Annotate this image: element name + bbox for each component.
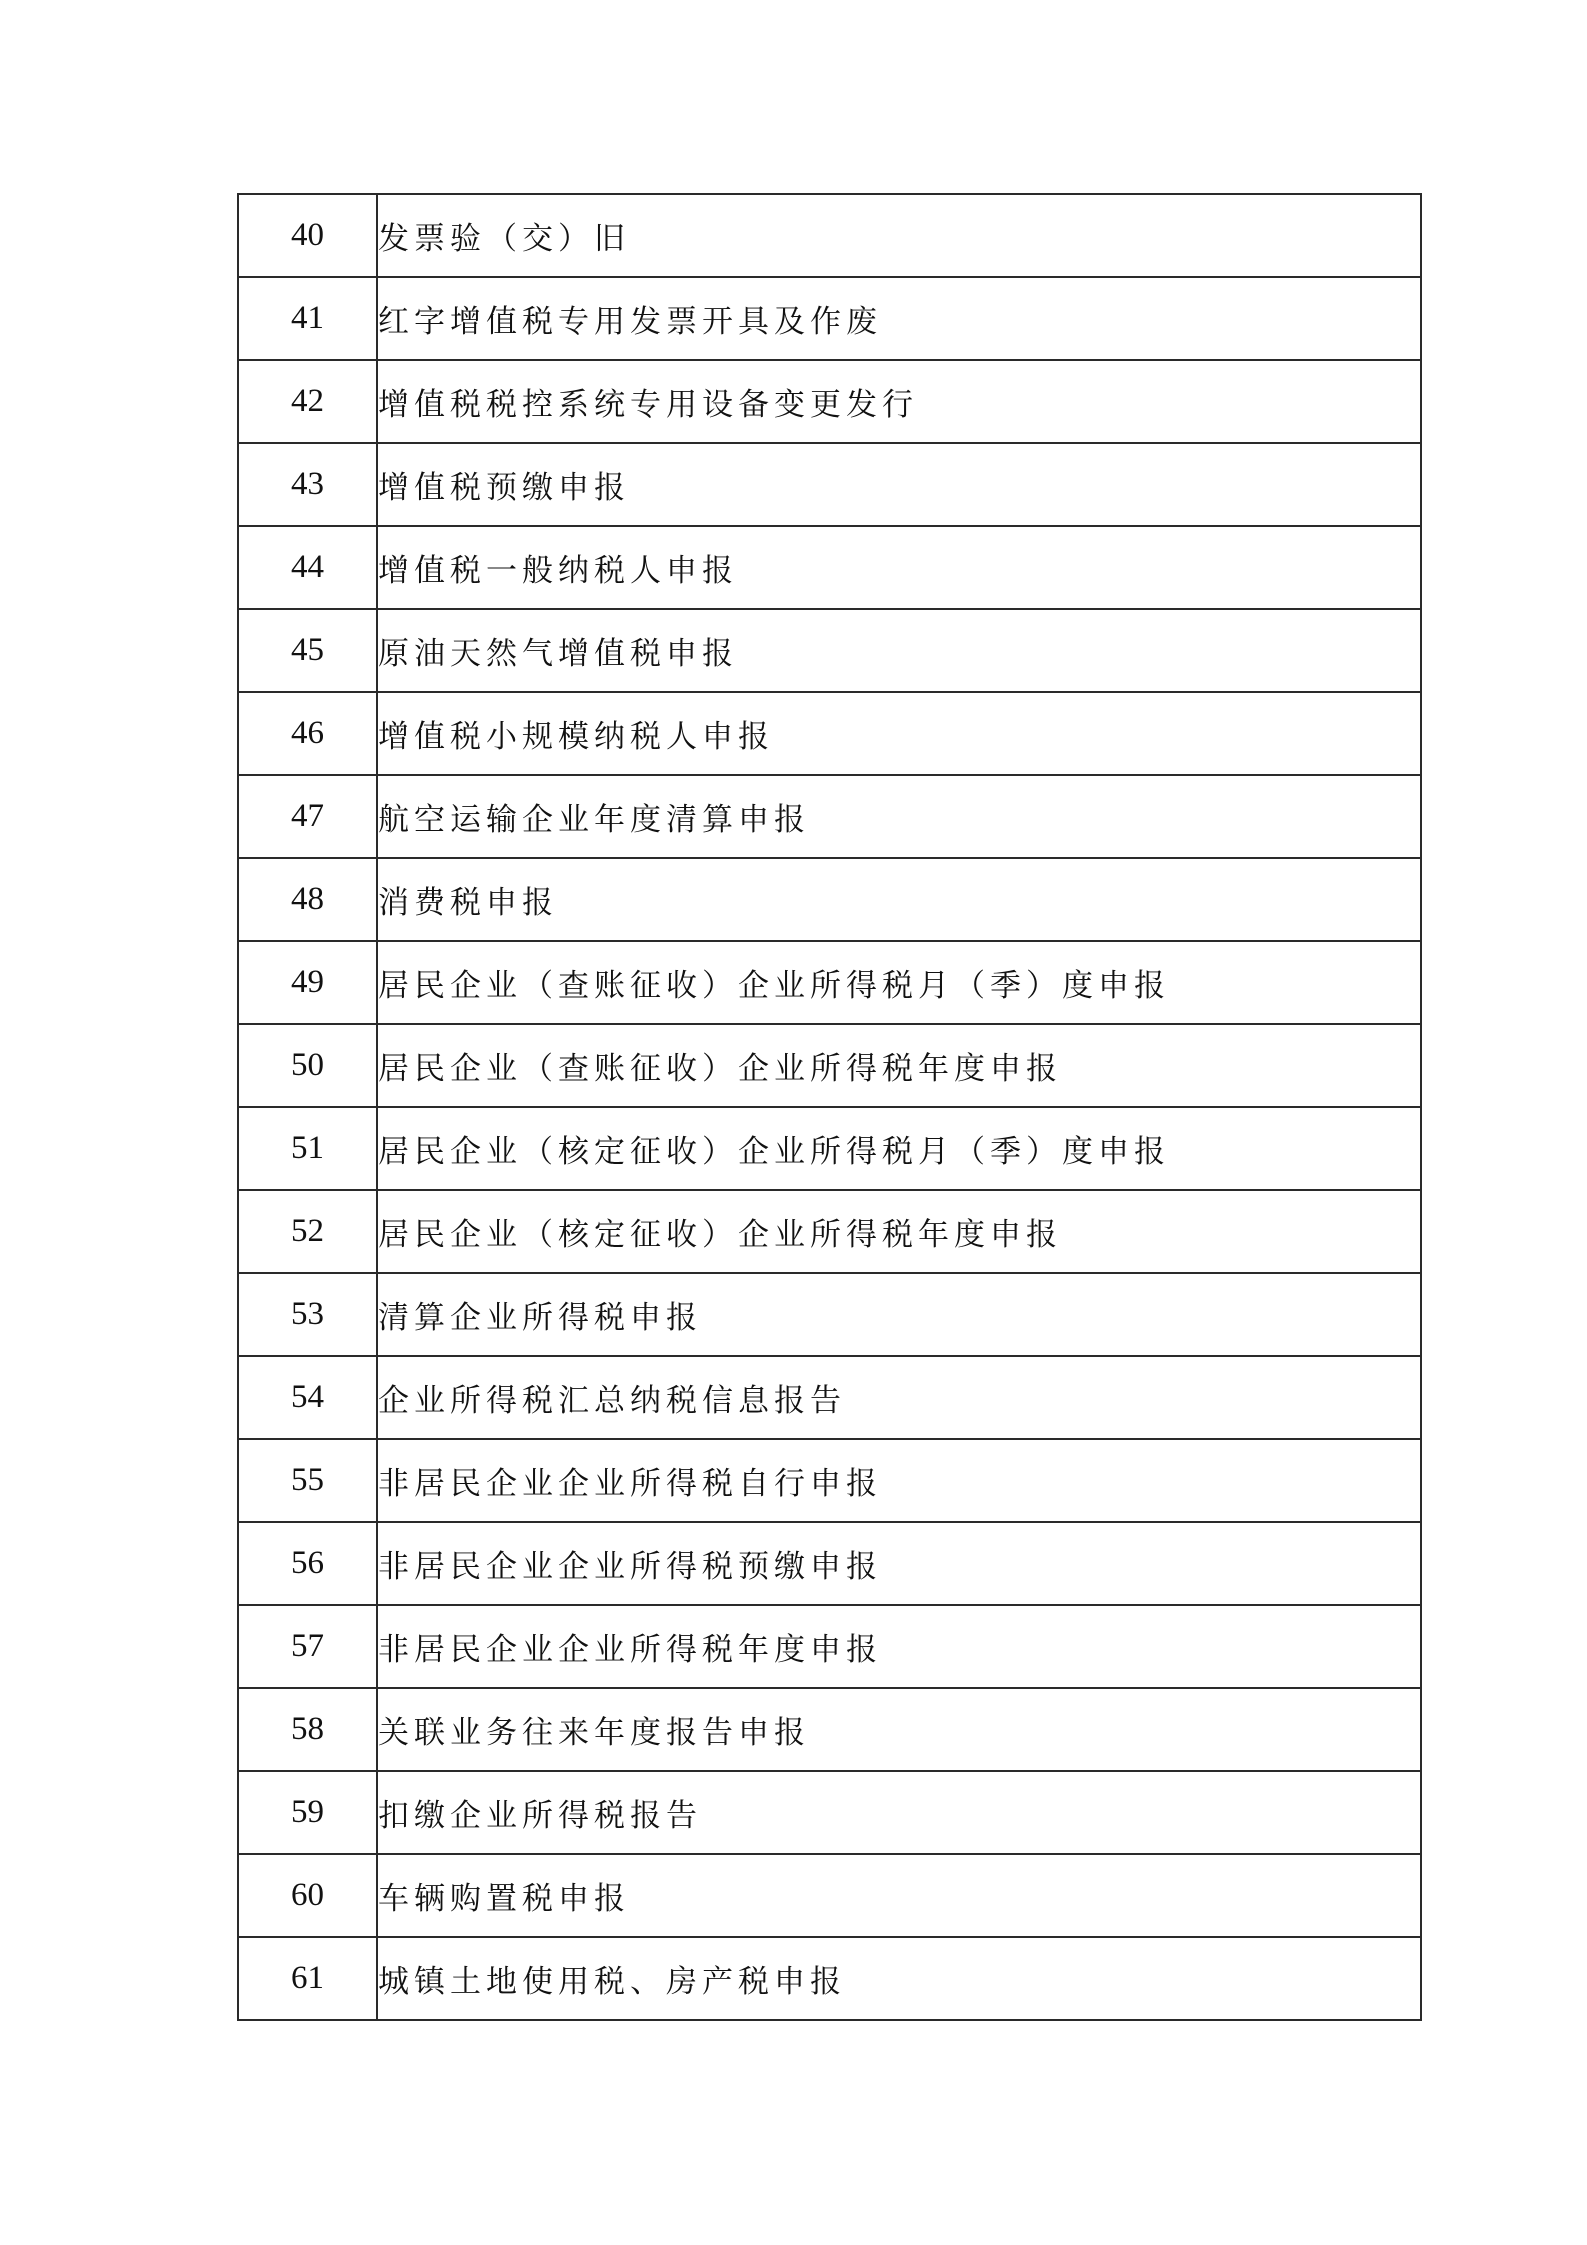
- table-row: [238, 360, 1421, 443]
- row-number: 42: [238, 360, 377, 443]
- row-item: 非居民企业企业所得税自行申报: [377, 1439, 1421, 1522]
- table-row: [238, 941, 1421, 1024]
- row-number: 44: [238, 526, 377, 609]
- table-row: [238, 1771, 1421, 1854]
- row-number: 59: [238, 1771, 377, 1854]
- row-item: 增值税一般纳税人申报: [377, 526, 1421, 609]
- row-number: 45: [238, 609, 377, 692]
- table-row: [238, 1356, 1421, 1439]
- row-number: 51: [238, 1107, 377, 1190]
- row-item: 居民企业（核定征收）企业所得税月（季）度申报: [377, 1107, 1421, 1190]
- table-row: [238, 1439, 1421, 1522]
- row-item: 居民企业（核定征收）企业所得税年度申报: [377, 1190, 1421, 1273]
- row-number: 56: [238, 1522, 377, 1605]
- row-number: 61: [238, 1937, 377, 2020]
- table-row: [238, 1107, 1421, 1190]
- row-number: 52: [238, 1190, 377, 1273]
- table-row: [238, 443, 1421, 526]
- row-number: 43: [238, 443, 377, 526]
- table-row: [238, 1937, 1421, 2020]
- table-row: [238, 1190, 1421, 1273]
- row-item: 增值税小规模纳税人申报: [377, 692, 1421, 775]
- row-number: 55: [238, 1439, 377, 1522]
- table-row: [238, 526, 1421, 609]
- table-row: [238, 1854, 1421, 1937]
- row-item: 消费税申报: [377, 858, 1421, 941]
- row-item: 扣缴企业所得税报告: [377, 1771, 1421, 1854]
- table-row: [238, 775, 1421, 858]
- row-item: 发票验（交）旧: [377, 194, 1421, 277]
- row-item: 原油天然气增值税申报: [377, 609, 1421, 692]
- row-number: 46: [238, 692, 377, 775]
- table-row: [238, 1605, 1421, 1688]
- row-item: 居民企业（查账征收）企业所得税年度申报: [377, 1024, 1421, 1107]
- row-number: 49: [238, 941, 377, 1024]
- row-item: 增值税预缴申报: [377, 443, 1421, 526]
- row-number: 41: [238, 277, 377, 360]
- row-number: 58: [238, 1688, 377, 1771]
- row-item: 企业所得税汇总纳税信息报告: [377, 1356, 1421, 1439]
- row-item: 非居民企业企业所得税年度申报: [377, 1605, 1421, 1688]
- row-number: 48: [238, 858, 377, 941]
- row-item: 城镇土地使用税、房产税申报: [377, 1937, 1421, 2020]
- tax-items-table: [237, 193, 1422, 2021]
- row-item: 非居民企业企业所得税预缴申报: [377, 1522, 1421, 1605]
- table-row: [238, 1522, 1421, 1605]
- table-row: [238, 858, 1421, 941]
- row-number: 40: [238, 194, 377, 277]
- row-item: 清算企业所得税申报: [377, 1273, 1421, 1356]
- row-item: 红字增值税专用发票开具及作废: [377, 277, 1421, 360]
- table-row: [238, 1688, 1421, 1771]
- table-row: [238, 1273, 1421, 1356]
- row-number: 47: [238, 775, 377, 858]
- table-row: [238, 277, 1421, 360]
- row-item: 居民企业（查账征收）企业所得税月（季）度申报: [377, 941, 1421, 1024]
- row-number: 50: [238, 1024, 377, 1107]
- row-number: 54: [238, 1356, 377, 1439]
- row-item: 车辆购置税申报: [377, 1854, 1421, 1937]
- table-row: [238, 692, 1421, 775]
- table-row: [238, 194, 1421, 277]
- row-item: 航空运输企业年度清算申报: [377, 775, 1421, 858]
- row-number: 57: [238, 1605, 377, 1688]
- table-row: [238, 609, 1421, 692]
- row-number: 53: [238, 1273, 377, 1356]
- table-row: [238, 1024, 1421, 1107]
- row-item: 增值税税控系统专用设备变更发行: [377, 360, 1421, 443]
- row-item: 关联业务往来年度报告申报: [377, 1688, 1421, 1771]
- row-number: 60: [238, 1854, 377, 1937]
